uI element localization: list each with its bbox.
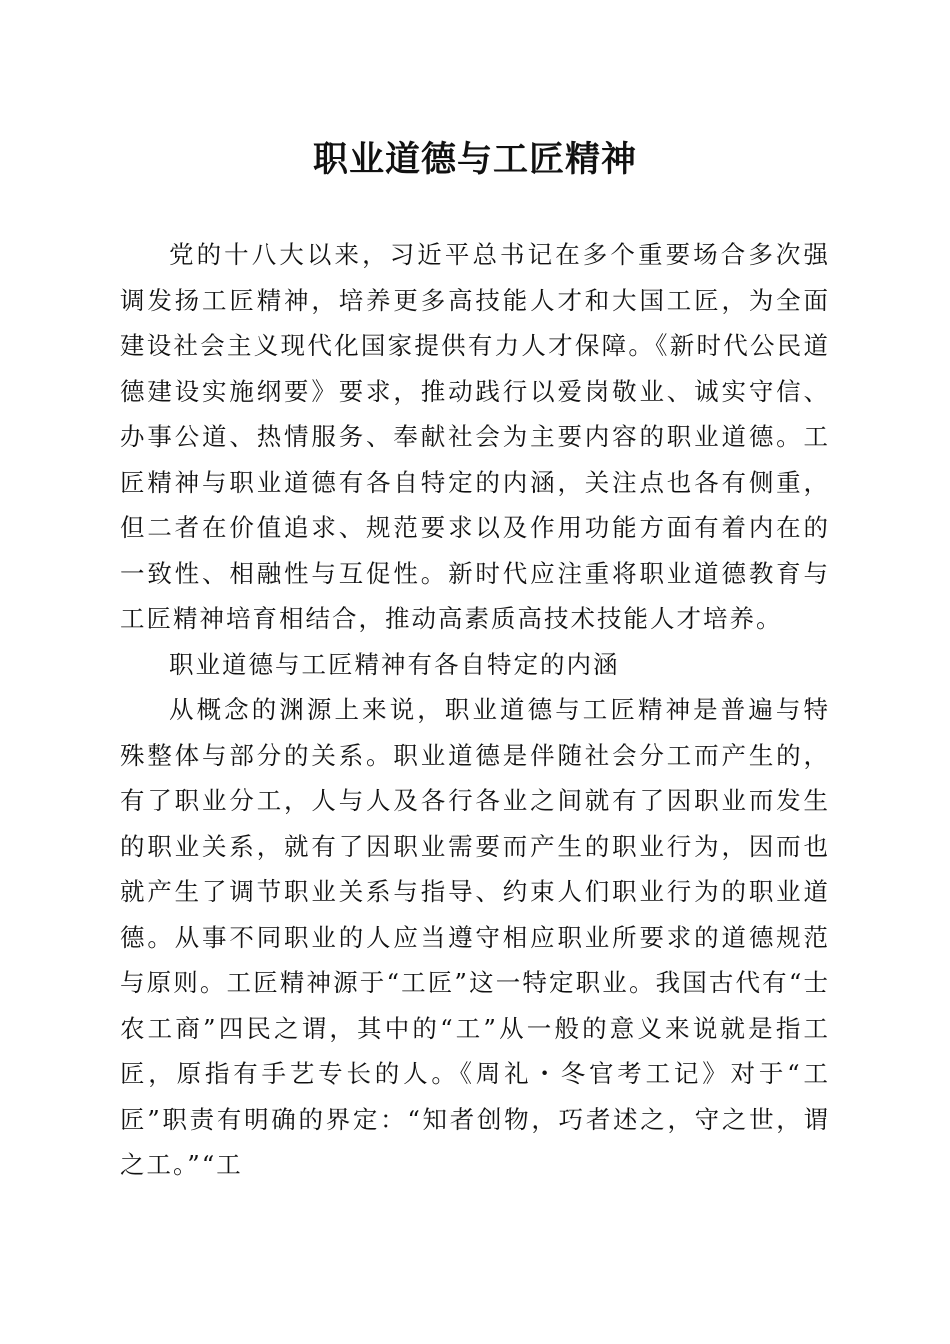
paragraph-concept-origin: 从概念的渊源上来说，职业道德与工匠精神是普遍与特殊整体与部分的关系。职业道德是伴随社会分工而产生的，有了职业分工，人与人及各行各业之间就有了因职业而发生的职业关系，就有了因职业需要而产生的职业行为，因而也就产生了调节职业关系与指导、约束人们职业行为的职业道德。从事不同职业的人应当遵守相应职业所要求的道德规范与原则。工匠精神源于“工匠”这一特定职业。我国古代有“士农工商”四民之谓，其中的“工”从一般的意义来说就是指工匠，原指有手艺专长的人。《周礼・冬官考工记》对于“工匠”职责有明确的界定：“知者创物，巧者述之，守之世，谓之工。”“工 [120, 695, 830, 1179]
section-heading: 职业道德与工匠精神有各自特定的内涵 [169, 649, 620, 679]
document-body [120, 232, 830, 1188]
paragraph-intro: 党的十八大以来，习近平总书记在多个重要场合多次强调发扬工匠精神，培养更多高技能人才和大国工匠，为全面建设社会主义现代化国家提供有力人才保障。《新时代公民道德建设实施纲要》要求，推动践行以爱岗敬业、诚实守信、办事公道、热情服务、奉献社会为主要内容的职业道德。工匠精神与职业道德有各自特定的内涵，关注点也各有侧重，但二者在价值追求、规范要求以及作用功能方面有着内在的一致性、相融性与互促性。新时代应注重将职业道德教育与工匠精神培育相结合，推动高素质高技术技能人才培养。 [120, 240, 830, 633]
document-title: 职业道德与工匠精神 [312, 139, 637, 180]
